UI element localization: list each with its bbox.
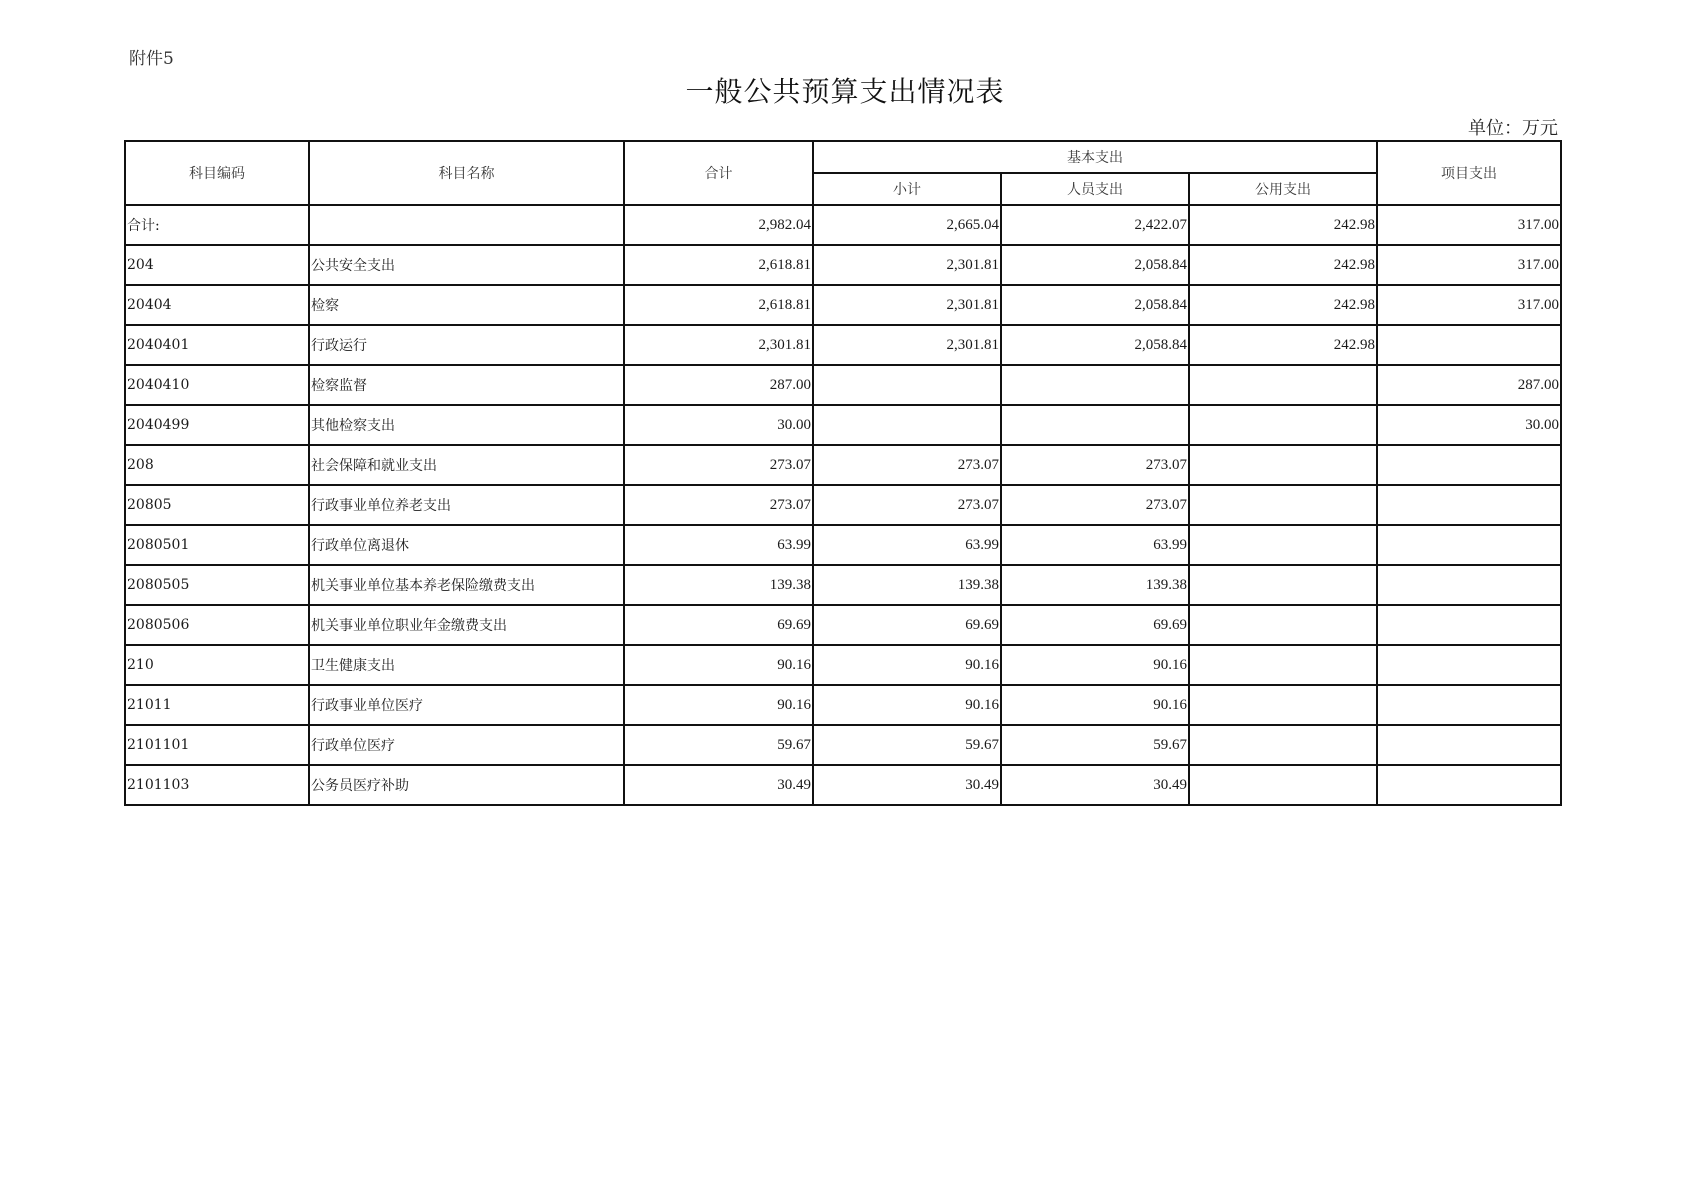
budget-table <box>124 140 1562 806</box>
cell-personnel: 273.07 <box>1001 485 1189 525</box>
cell-name: 行政运行 <box>309 325 624 365</box>
cell-code: 20805 <box>125 485 309 525</box>
cell-personnel: 90.16 <box>1001 685 1189 725</box>
cell-subtotal: 59.67 <box>813 725 1001 765</box>
cell-name: 社会保障和就业支出 <box>309 445 624 485</box>
cell-code: 2040401 <box>125 325 309 365</box>
header-personnel: 人员支出 <box>1001 173 1189 205</box>
attachment-label: 附件5 <box>129 49 174 69</box>
header-project: 项目支出 <box>1377 141 1561 205</box>
cell-code: 2080505 <box>125 565 309 605</box>
table-row <box>125 205 1561 245</box>
cell-code: 20404 <box>125 285 309 325</box>
cell-subtotal: 90.16 <box>813 645 1001 685</box>
cell-total: 287.00 <box>624 365 813 405</box>
cell-name: 卫生健康支出 <box>309 645 624 685</box>
cell-subtotal: 90.16 <box>813 685 1001 725</box>
header-basic: 基本支出 <box>813 141 1377 173</box>
cell-personnel: 2,422.07 <box>1001 205 1189 245</box>
cell-total: 2,301.81 <box>624 325 813 365</box>
cell-name <box>309 205 624 245</box>
cell-public <box>1189 525 1377 565</box>
cell-code: 合计: <box>125 205 309 245</box>
page-title: 一般公共预算支出情况表 <box>685 75 1005 108</box>
cell-personnel: 69.69 <box>1001 605 1189 645</box>
cell-public <box>1189 405 1377 445</box>
cell-code: 2101103 <box>125 765 309 805</box>
cell-project <box>1377 325 1561 365</box>
cell-code: 2080501 <box>125 525 309 565</box>
table-row <box>125 325 1561 365</box>
cell-total: 90.16 <box>624 685 813 725</box>
cell-name: 行政事业单位养老支出 <box>309 485 624 525</box>
cell-code: 2101101 <box>125 725 309 765</box>
cell-total: 63.99 <box>624 525 813 565</box>
cell-personnel: 273.07 <box>1001 445 1189 485</box>
table-row <box>125 445 1561 485</box>
table-row <box>125 405 1561 445</box>
cell-name: 机关事业单位基本养老保险缴费支出 <box>309 565 624 605</box>
cell-personnel <box>1001 365 1189 405</box>
cell-project: 317.00 <box>1377 205 1561 245</box>
cell-subtotal <box>813 365 1001 405</box>
cell-personnel: 63.99 <box>1001 525 1189 565</box>
table-row <box>125 685 1561 725</box>
unit-label: 单位：万元 <box>1468 118 1558 139</box>
cell-project <box>1377 445 1561 485</box>
cell-project: 30.00 <box>1377 405 1561 445</box>
table-row <box>125 245 1561 285</box>
cell-total: 30.49 <box>624 765 813 805</box>
header-total: 合计 <box>624 141 813 205</box>
cell-name: 行政事业单位医疗 <box>309 685 624 725</box>
cell-personnel: 90.16 <box>1001 645 1189 685</box>
table-row <box>125 285 1561 325</box>
table-row <box>125 365 1561 405</box>
cell-project <box>1377 685 1561 725</box>
cell-subtotal <box>813 405 1001 445</box>
cell-project <box>1377 725 1561 765</box>
cell-project: 287.00 <box>1377 365 1561 405</box>
cell-subtotal: 30.49 <box>813 765 1001 805</box>
cell-name: 机关事业单位职业年金缴费支出 <box>309 605 624 645</box>
cell-public <box>1189 445 1377 485</box>
cell-name: 行政单位医疗 <box>309 725 624 765</box>
cell-total: 59.67 <box>624 725 813 765</box>
cell-code: 2040499 <box>125 405 309 445</box>
cell-name: 检察 <box>309 285 624 325</box>
cell-total: 139.38 <box>624 565 813 605</box>
cell-project <box>1377 565 1561 605</box>
cell-public: 242.98 <box>1189 245 1377 285</box>
cell-personnel: 2,058.84 <box>1001 285 1189 325</box>
cell-total: 2,618.81 <box>624 285 813 325</box>
cell-personnel: 2,058.84 <box>1001 325 1189 365</box>
cell-total: 69.69 <box>624 605 813 645</box>
cell-code: 2080506 <box>125 605 309 645</box>
cell-total: 273.07 <box>624 445 813 485</box>
cell-name: 其他检察支出 <box>309 405 624 445</box>
table-row <box>125 485 1561 525</box>
cell-personnel <box>1001 405 1189 445</box>
cell-subtotal: 69.69 <box>813 605 1001 645</box>
cell-public <box>1189 725 1377 765</box>
cell-subtotal: 63.99 <box>813 525 1001 565</box>
cell-public <box>1189 765 1377 805</box>
cell-project <box>1377 645 1561 685</box>
cell-subtotal: 2,301.81 <box>813 325 1001 365</box>
cell-name: 行政单位离退休 <box>309 525 624 565</box>
cell-public: 242.98 <box>1189 285 1377 325</box>
cell-project <box>1377 525 1561 565</box>
cell-subtotal: 139.38 <box>813 565 1001 605</box>
cell-public <box>1189 605 1377 645</box>
cell-subtotal: 273.07 <box>813 445 1001 485</box>
cell-code: 210 <box>125 645 309 685</box>
cell-project: 317.00 <box>1377 285 1561 325</box>
cell-code: 204 <box>125 245 309 285</box>
header-code: 科目编码 <box>125 141 309 205</box>
cell-code: 208 <box>125 445 309 485</box>
cell-public <box>1189 485 1377 525</box>
header-subtotal: 小计 <box>813 173 1001 205</box>
header-public: 公用支出 <box>1189 173 1377 205</box>
cell-name: 检察监督 <box>309 365 624 405</box>
cell-total: 2,618.81 <box>624 245 813 285</box>
cell-total: 30.00 <box>624 405 813 445</box>
cell-public <box>1189 565 1377 605</box>
table-row <box>125 525 1561 565</box>
table-row <box>125 605 1561 645</box>
cell-public <box>1189 685 1377 725</box>
cell-subtotal: 2,665.04 <box>813 205 1001 245</box>
header-name: 科目名称 <box>309 141 624 205</box>
cell-name: 公务员医疗补助 <box>309 765 624 805</box>
cell-code: 2040410 <box>125 365 309 405</box>
cell-project <box>1377 605 1561 645</box>
cell-public <box>1189 645 1377 685</box>
cell-name: 公共安全支出 <box>309 245 624 285</box>
cell-total: 90.16 <box>624 645 813 685</box>
cell-total: 273.07 <box>624 485 813 525</box>
cell-subtotal: 2,301.81 <box>813 285 1001 325</box>
cell-project <box>1377 485 1561 525</box>
cell-personnel: 2,058.84 <box>1001 245 1189 285</box>
table-row <box>125 725 1561 765</box>
cell-code: 21011 <box>125 685 309 725</box>
table-row <box>125 765 1561 805</box>
cell-subtotal: 2,301.81 <box>813 245 1001 285</box>
cell-project <box>1377 765 1561 805</box>
cell-personnel: 30.49 <box>1001 765 1189 805</box>
table-row <box>125 645 1561 685</box>
table-row <box>125 565 1561 605</box>
cell-public <box>1189 365 1377 405</box>
cell-public: 242.98 <box>1189 205 1377 245</box>
table-body <box>125 205 1561 805</box>
cell-personnel: 139.38 <box>1001 565 1189 605</box>
cell-subtotal: 273.07 <box>813 485 1001 525</box>
cell-personnel: 59.67 <box>1001 725 1189 765</box>
cell-public: 242.98 <box>1189 325 1377 365</box>
cell-total: 2,982.04 <box>624 205 813 245</box>
cell-project: 317.00 <box>1377 245 1561 285</box>
